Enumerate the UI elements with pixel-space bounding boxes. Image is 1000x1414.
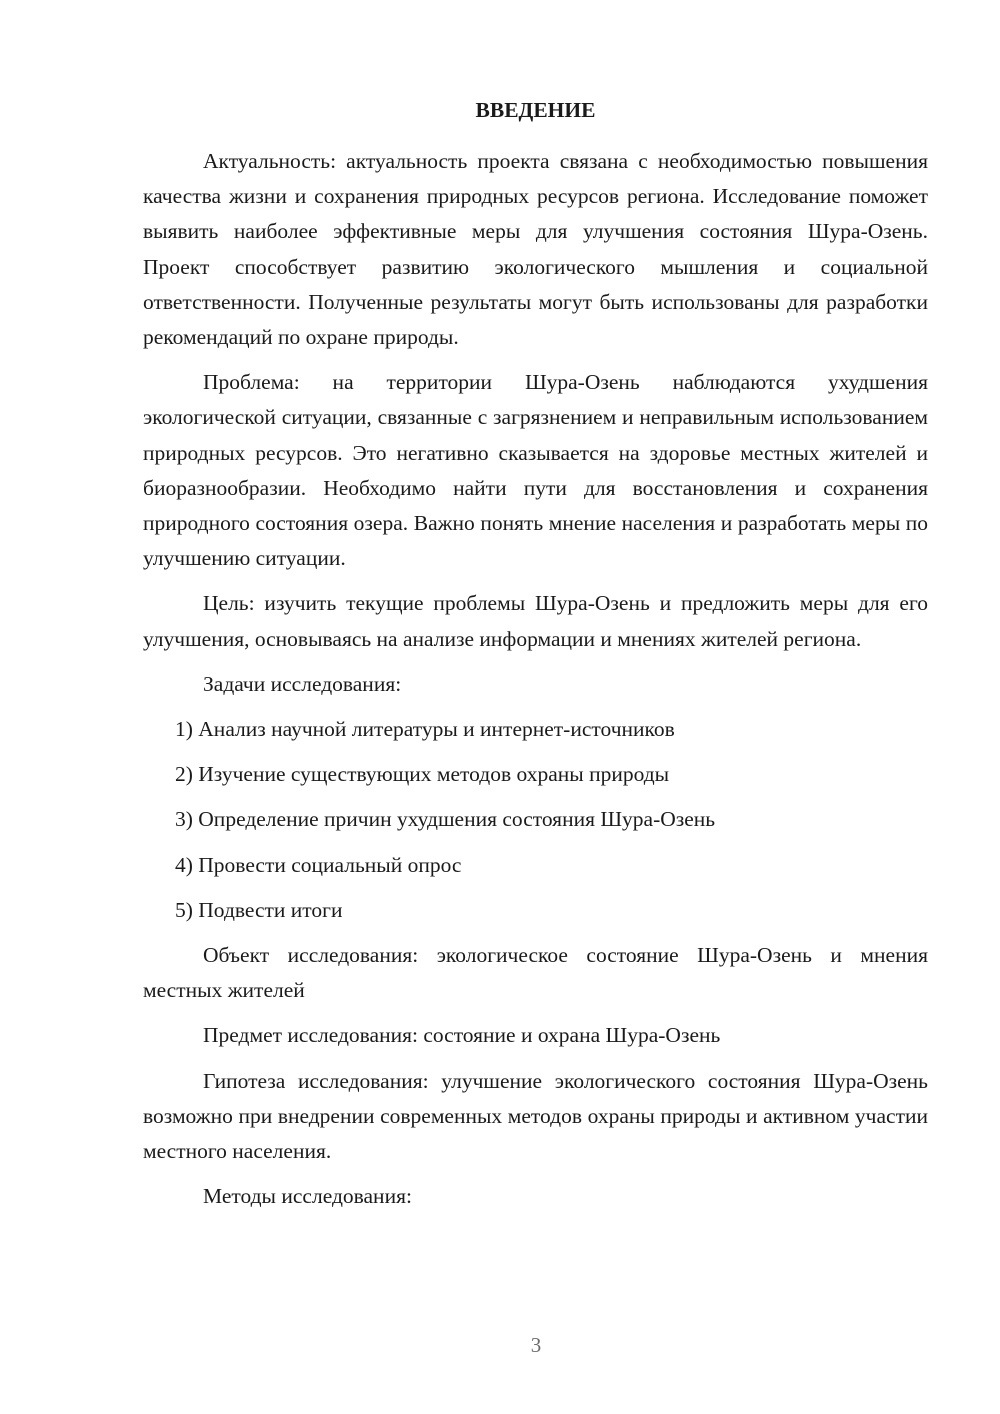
task-item: 3) Определение причин ухудшения состояния Шура-Озень (175, 807, 716, 832)
task-item: 5) Подвести итоги (175, 897, 343, 922)
tasks-heading: Задачи исследования: (203, 671, 402, 696)
methods-heading: Методы исследования: (203, 1184, 412, 1209)
task-item: 4) Провести социальный опрос (175, 852, 462, 877)
page-content (143, 92, 928, 1224)
task-item: 1) Анализ научной литературы и интернет-источников (175, 717, 675, 742)
object-paragraph: Объект исследования: экологическое состояние Шура-Озень и мнения местных жителей (143, 943, 928, 1003)
subject-paragraph: Предмет исследования: состояние и охрана Шура-Озень (203, 1023, 721, 1048)
page-number: 3 (530, 1333, 542, 1357)
hypothesis-paragraph: Гипотеза исследования: улучшение экологического состояния Шура-Озень возможно при внедрении современных методов охраны природы и активном участии местного населения. (143, 1068, 928, 1164)
goal-paragraph: Цель: изучить текущие проблемы Шура-Озень и предложить меры для его улучшения, основываясь на анализе информации и мнениях жителей региона. (143, 591, 928, 651)
task-item: 2) Изучение существующих методов охраны природы (175, 762, 670, 787)
tasks-list (143, 712, 928, 928)
problem-paragraph: Проблема: на территории Шура-Озень наблюдаются ухудшения экологической ситуации, связанные с загрязнением и неправильным использованием природных ресурсов. Это негативно сказывается на здоровье местных жителей и биоразнообразии. Необходимо найти пути для восстановления и сохранения природного состояния озера. Важно понять мнение населения и разработать меры по улучшению ситуации. (143, 370, 928, 571)
section-title: ВВЕДЕНИЕ (475, 98, 596, 122)
relevance-paragraph: Актуальность: актуальность проекта связана с необходимостью повышения качества жизни и сохранения природных ресурсов региона. Исследование поможет выявить наиболее эффективные меры для улучшения состояния Шура-Озень. Проект способствует развитию экологического мышления и социальной ответственности. Полученные результаты могут быть использованы для разработки рекомендаций по охране природы. (143, 149, 928, 350)
